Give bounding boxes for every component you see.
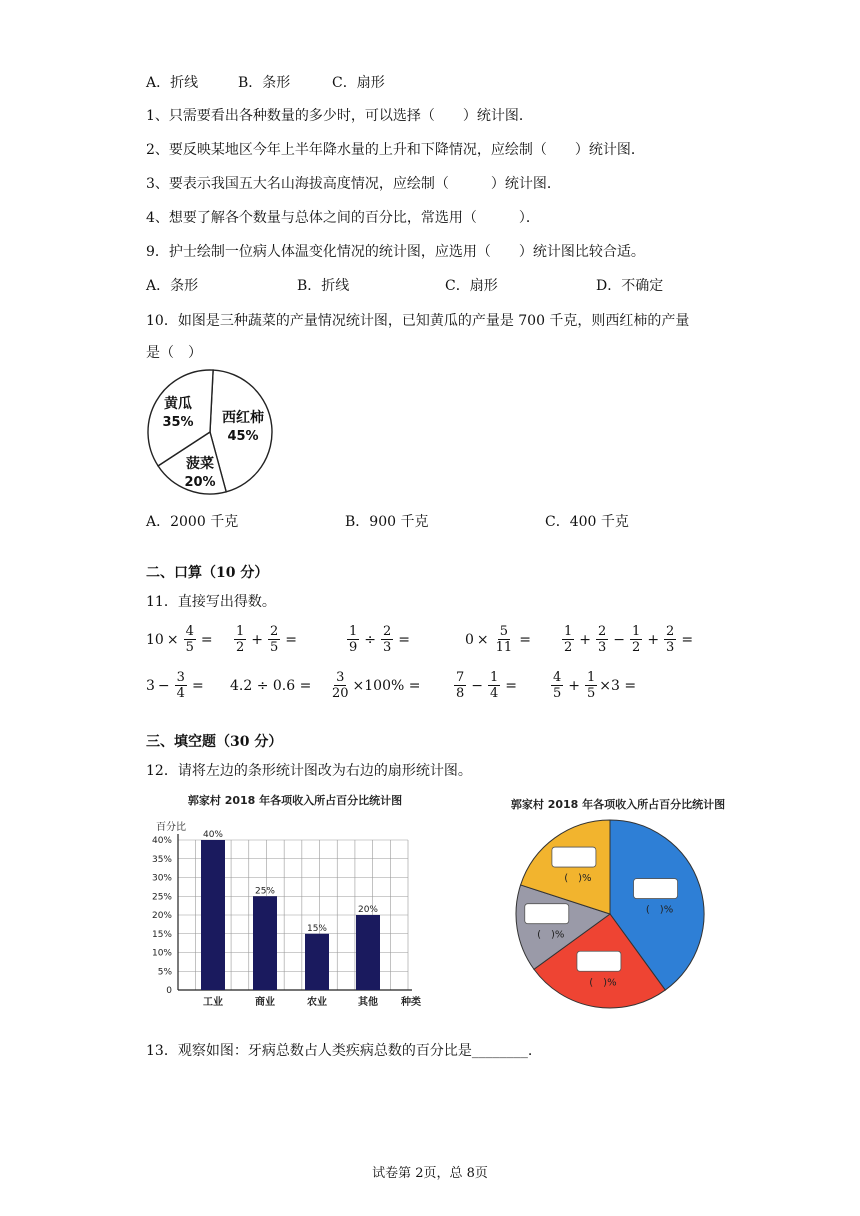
bar	[356, 915, 380, 990]
numerator: 3	[336, 670, 345, 685]
y-tick-label: 20%	[151, 911, 172, 921]
fraction	[585, 670, 597, 701]
answer-box[interactable]	[552, 847, 596, 867]
x-tick-label: 农业	[307, 997, 327, 1008]
q10-option-a: A．2000 千克	[146, 514, 239, 530]
x-tick-label: 工业	[203, 997, 223, 1008]
denominator: 2	[236, 640, 245, 655]
income-bar-chart	[140, 786, 460, 1016]
denominator: 3	[598, 640, 607, 655]
question-9: 9．护士绘制一位病人体温变化情况的统计图，应选用（ ）统计图比较合适。	[146, 244, 645, 260]
calc-r2-e3	[328, 670, 420, 701]
fraction	[268, 624, 280, 655]
equals-sign: =	[398, 631, 411, 648]
option-a-line: A．折线	[146, 75, 199, 91]
option-b-bar: B．条形	[238, 75, 291, 91]
fraction	[330, 670, 351, 701]
calc-operator: ×	[476, 631, 489, 648]
pie-label: 黄瓜	[164, 396, 192, 412]
numerator: 3	[176, 670, 185, 685]
question-13: 13．观察如图：牙病总数占人类疾病总数的百分比是________.	[146, 1043, 533, 1059]
fraction	[494, 624, 515, 655]
question-2: 2、要反映某地区今年上半年降水量的上升和下降情况，应绘制（ ）统计图．	[146, 142, 645, 158]
calc-operator: +	[647, 631, 660, 648]
bar	[201, 840, 225, 990]
fraction	[551, 670, 563, 701]
calc-tail: ×3 =	[599, 677, 637, 694]
calc-operator: −	[471, 677, 484, 694]
y-tick-label: 15%	[151, 929, 172, 940]
bar	[305, 934, 329, 990]
numerator: 2	[666, 624, 675, 639]
y-tick-label: 35%	[151, 854, 172, 865]
denominator: 4	[176, 686, 185, 701]
numerator: 1	[490, 670, 499, 685]
numerator: 1	[236, 624, 245, 639]
y-axis-label: 百分比	[156, 822, 186, 833]
percent-blank-label: ( )%	[645, 904, 674, 916]
denominator: 11	[495, 640, 513, 655]
denominator: 3	[666, 640, 675, 655]
denominator: 5	[270, 640, 279, 655]
calc-term: 3	[146, 677, 155, 694]
calc-operator: +	[251, 631, 264, 648]
question-1: 1、只需要看出各种数量的多少时，可以选择（ ）统计图．	[146, 108, 533, 124]
answer-box[interactable]	[525, 904, 569, 924]
section-3-title: 三、填空题（30 分）	[146, 734, 283, 750]
q9-option-b: B．折线	[297, 278, 350, 294]
equals-sign: =	[519, 631, 531, 648]
bar-value-label: 25%	[254, 886, 276, 897]
numerator: 2	[598, 624, 607, 639]
numerator: 4	[185, 624, 194, 639]
question-10-line2: 是（ ）	[146, 345, 202, 361]
x-tick-label: 其他	[358, 997, 378, 1008]
denominator: 2	[632, 640, 641, 655]
calc-operator: −	[613, 631, 626, 648]
y-tick-label: 40%	[151, 836, 172, 846]
denominator: 8	[456, 686, 465, 701]
y-tick-label: 10%	[151, 948, 172, 959]
vegetable-pie-chart	[140, 368, 285, 500]
question-3: 3、要表示我国五大名山海拔高度情况，应绘制（ ）统计图．	[146, 176, 561, 192]
pie-value-label: 45%	[227, 429, 259, 444]
fraction	[562, 624, 574, 655]
income-pie-chart	[485, 786, 775, 1026]
fraction	[347, 624, 359, 655]
denominator: 20	[332, 686, 349, 701]
calc-operator: −	[157, 677, 170, 694]
option-c-pie: C．扇形	[332, 75, 385, 91]
calc-r2-e2	[230, 678, 311, 694]
calc-r2-e5	[549, 670, 636, 701]
pie-label: 西红柿	[222, 410, 264, 426]
numerator: 2	[270, 624, 279, 639]
calc-r1-e1	[146, 624, 216, 655]
y-tick-label: 25%	[151, 892, 172, 903]
calc-operator: +	[579, 631, 592, 648]
question-11: 11．直接写出得数。	[146, 594, 276, 610]
calc-term: 0	[465, 631, 474, 648]
fraction	[175, 670, 187, 701]
numerator: 1	[349, 624, 358, 639]
calc-expression: 4.2 ÷ 0.6 =	[230, 678, 312, 694]
pie-value-label: 20%	[184, 475, 216, 490]
bar-value-label: 40%	[202, 830, 224, 840]
fraction	[488, 670, 500, 701]
calc-r2-e4	[452, 670, 520, 701]
fraction	[630, 624, 642, 655]
y-tick-label: 30%	[151, 873, 172, 884]
calc-term: 10	[146, 631, 164, 648]
pie-label: 菠菜	[186, 456, 214, 472]
calc-operator: ×	[166, 631, 179, 648]
denominator: 9	[349, 640, 358, 655]
question-10-line1: 10．如图是三种蔬菜的产量情况统计图，已知黄瓜的产量是 700 千克，则西红柿的产量	[146, 313, 690, 329]
bar-value-label: 15%	[306, 923, 328, 934]
q9-option-d: D．不确定	[596, 278, 664, 294]
fraction	[596, 624, 608, 655]
calc-r2-e1	[146, 670, 207, 701]
numerator: 1	[632, 624, 641, 639]
percent-blank-label: ( )%	[564, 873, 592, 885]
denominator: 5	[185, 640, 194, 655]
calc-operator: +	[568, 677, 581, 694]
answer-box[interactable]	[577, 951, 621, 971]
denominator: 5	[553, 686, 562, 701]
x-axis-label: 种类	[401, 997, 421, 1008]
q9-option-c: C．扇形	[445, 278, 498, 294]
calc-r1-e4	[465, 624, 534, 655]
numerator: 4	[553, 670, 562, 685]
page-footer: 试卷第 2页，总 8页	[372, 1166, 488, 1181]
equals-sign: =	[285, 631, 298, 648]
equals-sign: =	[505, 677, 518, 694]
q10-option-b: B．900 千克	[345, 514, 429, 530]
calc-r1-e3	[345, 624, 413, 655]
fraction	[381, 624, 393, 655]
equals-sign: =	[191, 677, 204, 694]
denominator: 2	[564, 640, 573, 655]
x-tick-label: 商业	[255, 997, 275, 1008]
y-tick-label: 0	[166, 986, 172, 996]
question-12: 12．请将左边的条形统计图改为右边的扇形统计图。	[146, 763, 472, 779]
percent-blank-label: ( )%	[537, 929, 565, 941]
numerator: 5	[499, 624, 509, 639]
numerator: 7	[456, 670, 465, 685]
q9-option-a: A．条形	[146, 278, 199, 294]
percent-blank-label: ( )%	[589, 977, 617, 989]
calc-operator: ÷	[364, 631, 377, 648]
calc-tail: ×100% =	[352, 677, 421, 694]
section-2-title: 二、口算（10 分）	[146, 565, 269, 581]
fraction	[184, 624, 196, 655]
question-4: 4、想要了解各个数量与总体之间的百分比，常选用（ ）．	[146, 210, 540, 226]
pie-chart-title: 郭家村 2018 年各项收入所占百分比统计图	[510, 798, 726, 811]
q10-option-c: C．400 千克	[545, 514, 629, 530]
equals-sign: =	[681, 631, 694, 648]
calc-r1-e2	[232, 624, 300, 655]
y-tick-label: 5%	[157, 967, 172, 978]
pie-value-label: 35%	[162, 415, 194, 430]
bar-value-label: 20%	[357, 905, 379, 915]
fraction	[454, 670, 466, 701]
numerator: 1	[587, 670, 596, 685]
denominator: 5	[587, 686, 596, 701]
calc-r1-e5	[560, 624, 696, 655]
numerator: 1	[564, 624, 573, 639]
numerator: 2	[383, 624, 392, 639]
fraction	[664, 624, 676, 655]
bar-chart-title: 郭家村 2018 年各项收入所占百分比统计图	[187, 794, 403, 807]
denominator: 3	[383, 640, 392, 655]
denominator: 4	[490, 686, 499, 701]
fraction	[234, 624, 246, 655]
equals-sign: =	[200, 631, 213, 648]
bar	[253, 896, 277, 990]
answer-box[interactable]	[634, 879, 678, 899]
